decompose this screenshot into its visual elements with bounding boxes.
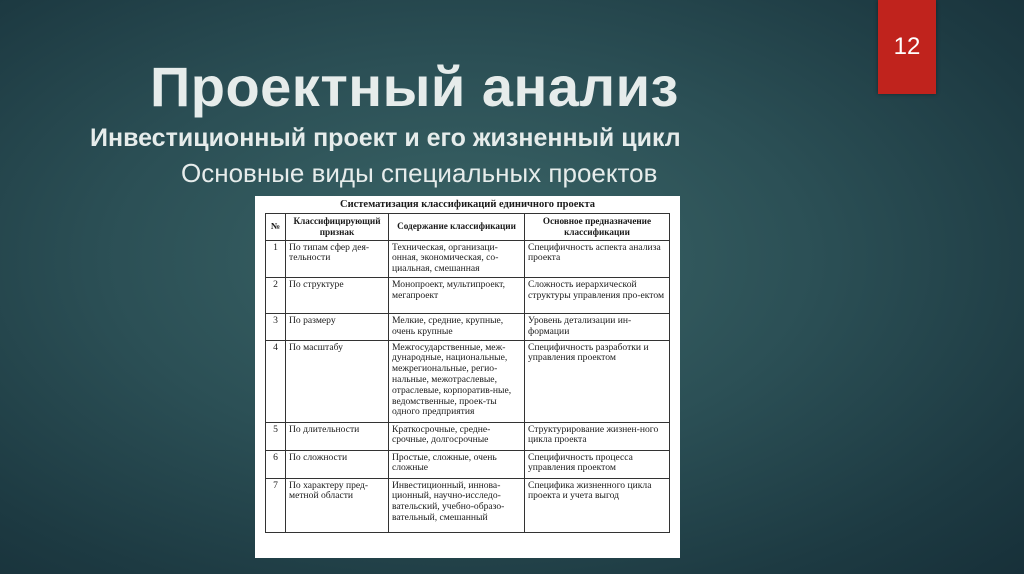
table-row	[266, 277, 670, 313]
cell-num: 1	[266, 240, 286, 277]
table-caption: Систематизация классификаций единичного проекта	[339, 199, 595, 210]
table-row	[266, 313, 670, 340]
cell-sign: По размеру	[286, 313, 389, 340]
cell-purpose: Специфичность аспекта анализа проекта	[525, 240, 670, 277]
cell-purpose: Структурирование жизнен-ного цикла проекта	[525, 422, 670, 450]
cell-content: Монопроект, мультипроект, мегапроект	[389, 277, 525, 313]
cell-purpose: Специфичность разработки и управления проектом	[525, 340, 670, 422]
cell-purpose: Уровень детализации ин-формации	[525, 313, 670, 340]
cell-num: 2	[266, 277, 286, 313]
cell-sign: По масштабу	[286, 340, 389, 422]
cell-num: 4	[266, 340, 286, 422]
slide-title: Проектный анализ	[150, 55, 679, 118]
cell-sign: По типам сфер дея-тельности	[286, 240, 389, 277]
slide-subtitle-secondary: Основные виды специальных проектов	[181, 158, 658, 188]
header-purpose: Основное предназначение классификации	[525, 214, 670, 241]
cell-purpose: Специфичность процесса управления проектом	[525, 450, 670, 478]
cell-sign: По длительности	[286, 422, 389, 450]
table-row	[266, 240, 670, 277]
cell-sign: По характеру пред-метной области	[286, 478, 389, 532]
cell-content: Мелкие, средние, крупные, очень крупные	[389, 313, 525, 340]
table-header-row	[266, 214, 670, 241]
cell-content: Краткосрочные, средне-срочные, долгосрочные	[389, 422, 525, 450]
cell-content: Простые, сложные, очень сложные	[389, 450, 525, 478]
header-content: Содержание классификации	[389, 214, 525, 241]
header-sign: Классифицирующий признак	[286, 214, 389, 241]
cell-num: 7	[266, 478, 286, 532]
cell-sign: По сложности	[286, 450, 389, 478]
table-row	[266, 422, 670, 450]
slide-number: 12	[893, 33, 921, 60]
cell-num: 6	[266, 450, 286, 478]
table-row	[266, 340, 670, 422]
slide-subtitle: Инвестиционный проект и его жизненный цикл	[90, 124, 681, 152]
cell-content: Техническая, организаци-онная, экономическая, со-циальная, смешанная	[389, 240, 525, 277]
table-row	[266, 450, 670, 478]
cell-purpose: Сложность иерархической структуры управления про-ектом	[525, 277, 670, 313]
slide-number-badge	[878, 0, 936, 94]
document-image	[255, 196, 680, 558]
header-num: №	[266, 214, 286, 241]
cell-num: 5	[266, 422, 286, 450]
classification-table	[265, 213, 670, 533]
cell-content: Инвестиционный, иннова-ционный, научно-исследо-вательский, учебно-образо-вательный, смешанный	[389, 478, 525, 532]
cell-num: 3	[266, 313, 286, 340]
cell-purpose: Специфика жизненного цикла проекта и учета выгод	[525, 478, 670, 532]
table-row	[266, 478, 670, 532]
cell-content: Межгосударственные, меж-дународные, национальные, межрегиональные, регио-нальные, межотраслевые, отраслевые, корпоратив-ные, ведомственные, проек-ты одного предприятия	[389, 340, 525, 422]
cell-sign: По структуре	[286, 277, 389, 313]
